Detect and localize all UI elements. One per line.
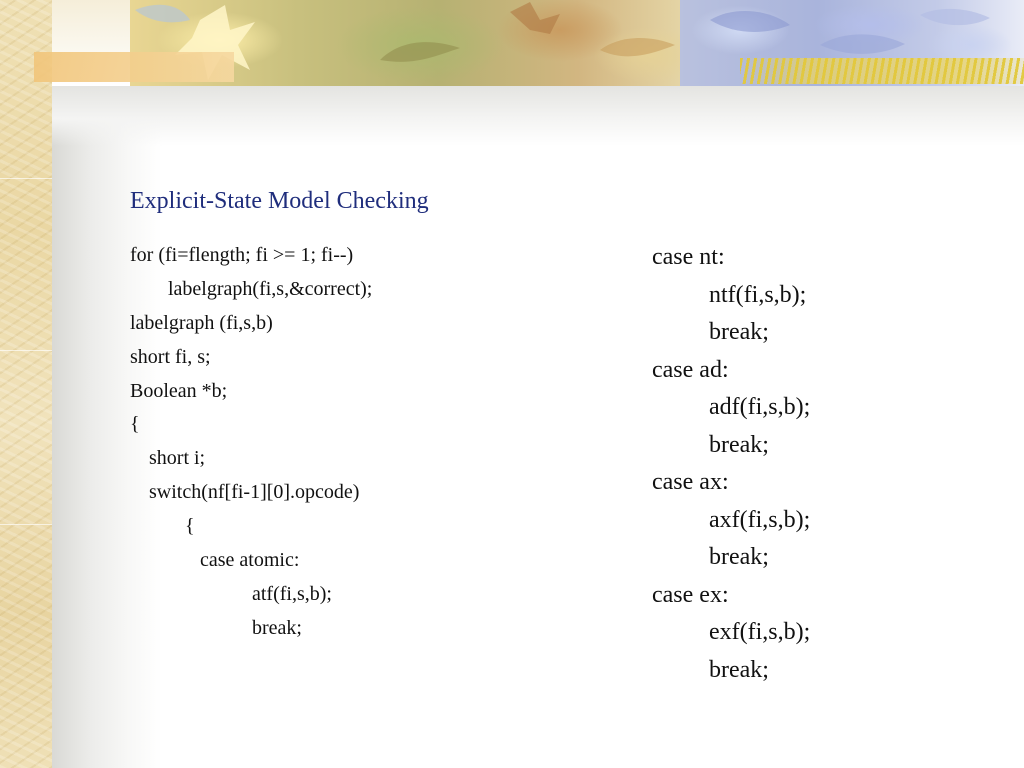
code-line: Boolean *b; [130, 379, 228, 402]
strip-divider [0, 524, 52, 525]
code-line: break; [709, 319, 769, 345]
code-line: short fi, s; [130, 345, 211, 368]
code-line: case ad: [652, 356, 729, 383]
slide-title: Explicit-State Model Checking [130, 188, 429, 214]
strip-divider [0, 350, 52, 351]
code-line: case ex: [652, 581, 729, 608]
strip-divider [0, 178, 52, 179]
code-line: case ax: [652, 469, 729, 495]
code-line: switch(nf[fi-1][0].opcode) [149, 481, 360, 504]
code-line: break; [709, 656, 769, 683]
code-line: case nt: [652, 244, 725, 270]
code-line: for (fi=flength; fi >= 1; fi--) [130, 244, 354, 266]
code-line: labelgraph(fi,s,&correct); [168, 277, 373, 300]
code-column-left [130, 240, 610, 647]
code-line: break; [709, 431, 769, 458]
page-shadow-top [52, 86, 1024, 146]
code-line: { [185, 515, 195, 538]
orange-accent-bar [34, 52, 234, 82]
wheat-grain-image [740, 58, 1024, 84]
code-line: exf(fi,s,b); [709, 619, 811, 645]
decorative-banner [0, 0, 1024, 86]
code-line: break; [709, 544, 769, 570]
code-line: case atomic: [200, 549, 300, 572]
code-line: labelgraph (fi,s,b) [130, 311, 273, 334]
code-line: ntf(fi,s,b); [709, 281, 807, 308]
code-line: adf(fi,s,b); [709, 394, 811, 420]
code-line: break; [252, 616, 302, 639]
code-line: { [130, 413, 140, 436]
code-line: short i; [149, 447, 206, 470]
parchment-strip [0, 0, 52, 768]
code-column-right [652, 242, 992, 692]
code-line: axf(fi,s,b); [709, 506, 811, 533]
code-line: atf(fi,s,b); [252, 582, 332, 605]
